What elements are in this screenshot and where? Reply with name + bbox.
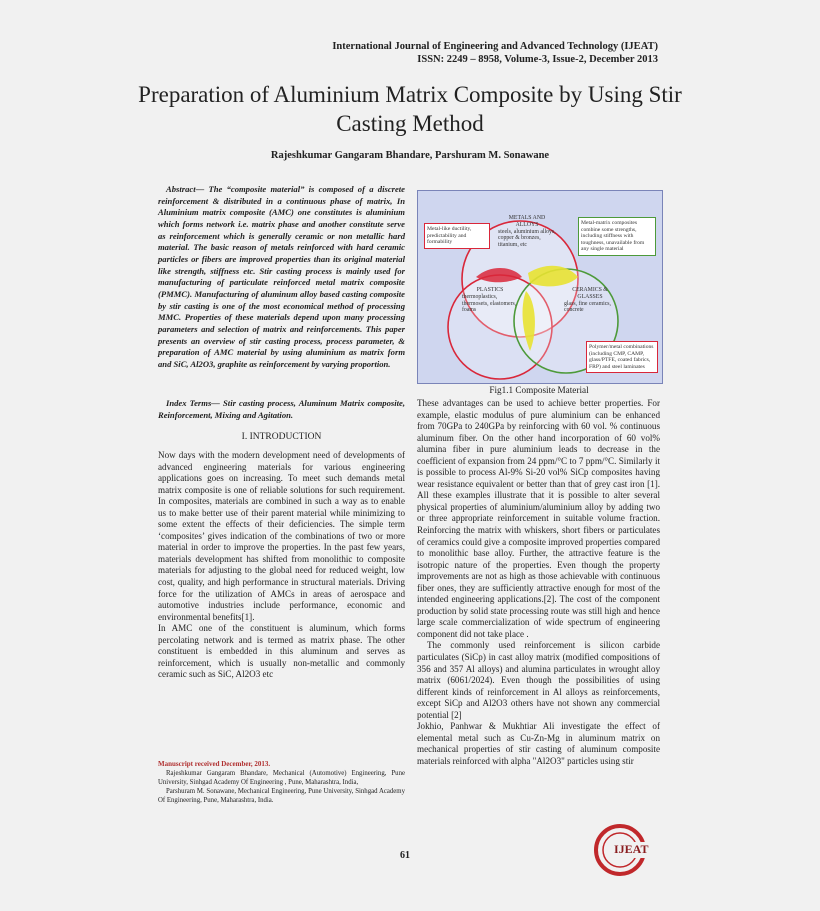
metals-title: METALS AND ALLOYS (508, 215, 546, 228)
metals-examples: steels, aluminium alloys, copper & bronzes, titanium, etc (498, 228, 556, 249)
abstract: Abstract— The “composite material” is composed of a discrete reinforcement & distributed in a continuous phase of matrix, In Aluminium matrix composite (AMC) one constitutes is aluminium which forms network i.e. matrix phase and another constitute serve as reinforcement which is generally ceramic or non metallic hard material. The basic reason of metals reinforced with hard ceramic particles or fibers are improved properties than its original material like strength, stiffness etc. Stir casting process is mainly used for manufacturing of particulate reinforced metal matrix composite (PMMC). Manufacturing of aluminum alloy based casting composite by stir casting is one of the most economical method of processing MMC. Properties of these materials depend upon many processing parameters and selection of matrix and reinforcements. This paper presents an overview of stir casting process, process parameter, & preparation of AMC material by using aluminium as matrix form and SiC, Al2O3, graphite as reinforcement by varying proportion. (158, 184, 405, 369)
plastics-label (462, 287, 518, 314)
footnote (158, 760, 405, 805)
journal-header (332, 40, 658, 66)
paper-title: Preparation of Aluminium Matrix Composite by Using Stir Casting Method (138, 82, 682, 136)
manuscript-received: Manuscript received December, 2013. (158, 760, 271, 768)
ceramics-label (564, 287, 616, 314)
ceramics-title: CERAMICS & GLASSES (572, 287, 608, 300)
figure-caption: Fig1.1 Composite Material (489, 385, 589, 395)
composite-venn-figure (417, 190, 663, 384)
body-paragraph: These advantages can be used to achieve better properties. For example, elastic modulus of pure aluminium can be enhanced from 70GPa to 240GPa by reinforcing with 60 vol. % continuous aluminum fiber. On the other hand incorporation of 60 vol% alumina fiber in pure aluminium leads to decrease in the coefficient of expansion from 24 ppm/°C to 7 ppm/°C. Similarly it is possible to process Al-9% Si-20 vol% SiCp composites having wear resistance equivalent or better than that of grey cast iron [1]. All these examples illustrate that it is possible to alter several physical properties of aluminium/aluminium alloy by adding two or three appropriate reinforcement in suitable volume fraction. Reinforcing the matrix with whiskers, short fibers or particulates of ceramics could give a composite improved properties compared to monolithic base alloy. Further, the attractive feature is the isotropic nature of the properties. Even though the property improvements are not as high as those achievable with continuous fiber ones, they are sufficiently attractive enough for most of the intended engineering applications.[2]. The cost of the component production by solid state processing route was still high and hence large scale commercialization of wide spectrum of engineering component did not take place . (417, 398, 660, 639)
body-paragraph: The commonly used reinforcement is silicon carbide particulates (SiCp) in cast alloy matrix (modified compositions of 356 and 357 Al alloys) and alumina particulates in wrought alloy matrix (6061/2024). Even though the possibilities of using different kinds of reinforcement in Al alloys as reinforcements, except SiCp and Al2O3 others have not shown any commercial potential [2] (417, 640, 660, 720)
body-paragraph: Jokhio, Panhwar & Mukhtiar Ali investigate the effect of elemental metal such as Cu-Zn-Mg in aluminum matrix on mechanical properties of stir casting of aluminum composite materials reinforced with alpha "Al2O3" particles using stir (417, 721, 660, 766)
paper-authors: Rajeshkumar Gangaram Bhandare, Parshuram M. Sonawane (270, 150, 550, 161)
section-heading: I. INTRODUCTION (241, 432, 322, 442)
journal-issn: ISSN: 2249 – 8958, Volume-3, Issue-2, December 2013 (417, 54, 658, 65)
index-terms: Index Terms— Stir casting process, Aluminum Matrix composite, Reinforcement, Mixing and Agitation. (158, 398, 405, 420)
page-number: 61 (400, 850, 410, 861)
introduction-text (158, 450, 405, 681)
ceramics-examples: glass, fine ceramics, concrete (564, 300, 612, 314)
ijeat-logo (590, 820, 662, 880)
note-bottom: Polymer/metal combinations (including CMP, CAMP, glass/PTFE, coated fabrics, FRP) and steel laminates (586, 341, 658, 373)
intro-paragraph: Now days with the modern development need of developments of advanced engineering materials for various engineering applications goes on increasing. To meet such demands metal matrix composite is one of reliable solutions for such requirement. In composites, materials are combined in such a way as to enable us to make better use of their parent material while minimizing to some extent the effects of their deficiencies. The simple term ‘composites’ gives indication of the combinations of two or more material in order to improve the properties. In the past few years, materials development has shifted from monolithic to composite materials for adjusting to the global need for reduced weight, low cost, quality, and high performance in structural materials. Driving force for the utilization of AMCs in areas of aerospace and automotive industries include performance, economic and environmental benefits[1]. (158, 450, 405, 622)
plastics-examples: thermoplastics, thermosets, elastomers, foams (462, 293, 517, 314)
note-left: Metal-like ductility, predictability and formability (424, 223, 490, 249)
note-right-top: Metal-matrix composites combine some strengths, including stiffness with toughness, unavailable from any single material (578, 217, 656, 256)
right-column-text (417, 398, 660, 768)
metals-label (498, 215, 556, 249)
logo-text: IJEAT (614, 842, 649, 856)
plastics-title: PLASTICS (476, 287, 504, 293)
journal-name: International Journal of Engineering and Advanced Technology (IJEAT) (332, 41, 658, 52)
author-affiliation: Rajeshkumar Gangaram Bhandare, Mechanical (Automotive) Engineering, Pune University, Sinhgad Academy Of Engineering , Pune, Maharashtra, India, (158, 770, 405, 786)
intro-paragraph: In AMC one of the constituent is aluminum, which forms percolating network and is termed as matrix phase. The other constituent is embedded in this aluminum and serves as reinforcement, which is usually non-metallic and commonly ceramic such as SiC, Al2O3 etc (158, 623, 405, 680)
author-affiliation: Parshuram M. Sonawane, Mechanical Engineering, Pune University, Sinhgad Academy Of Engineering, Pune, Maharashtra, India. (158, 788, 405, 804)
